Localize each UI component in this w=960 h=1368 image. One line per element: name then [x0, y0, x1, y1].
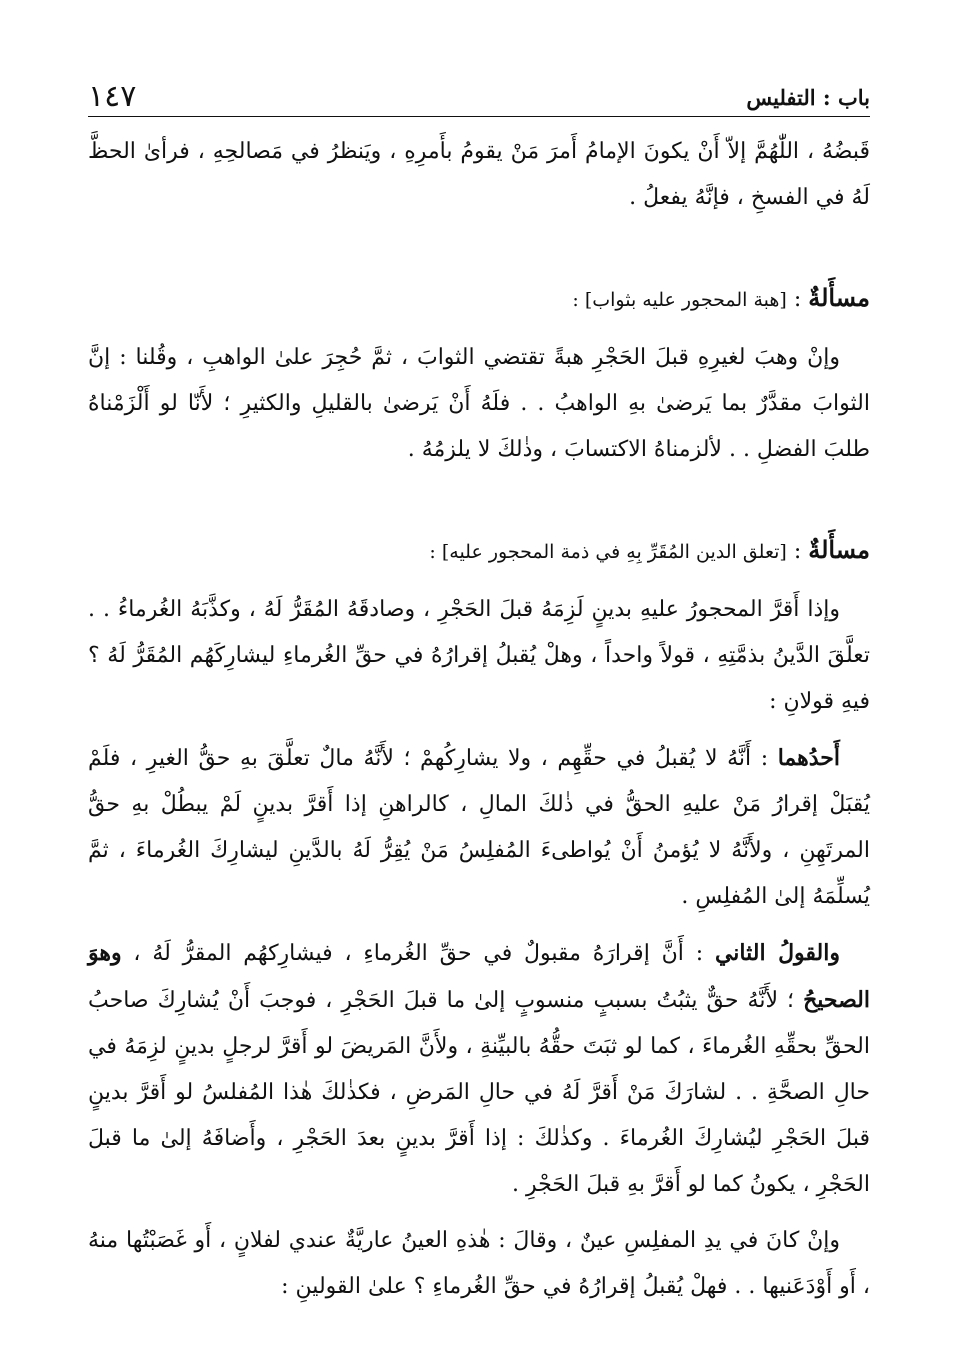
- heading-colon: :: [786, 539, 809, 564]
- heading-colon: :: [786, 287, 809, 312]
- section-title: [تعلق الدين المُقَرِّ بِهِ في ذمة المحجور عليه] :: [429, 541, 787, 563]
- section-heading-2: [88, 527, 870, 575]
- second-opinion-label: والقولُ الثاني: [714, 940, 840, 966]
- second-opinion-text-cont: ؛ لأَنَّهُ حقٌّ يثبُتُ بسببٍ منسوبٍ إلىٰ ما قبلَ الحَجْرِ ، فوجبَ أَنْ يُشارِكَ صاحبُ الحقِّ بحقِّهِ الغُرماءَ ، كما لو ثبَتَ حقُّهُ بالبيِّنةِ ، ولأَنَّ المَريضَ لو أَقرَّ لرجلٍ بدينٍ لزِمَهُ في حالِ الصحَّةِ . . لشارَكَ مَنْ أَقرَّ لَهُ في حالِ المَرضِ ، فكذٰلكَ هٰذا المُفلسُ لو أَقرَّ بدينٍ قبلَ الحَجْرِ ليُشارِكَ الغُرماءَ . وكذٰلكَ : إذا أَقرَّ بدينٍ بعدَ الحَجْرِ ، وأَضافَهُ إلىٰ ما قبلَ الحَجْرِ ، يكونُ كما لو أَقرَّ بهِ قبلَ الحَجْرِ .: [88, 988, 870, 1197]
- first-opinion-label: أَحدُهما: [777, 745, 840, 771]
- page-number: ١٤٧: [88, 79, 137, 114]
- correct-opinion-marker: وهوَ الصحيحُ: [88, 940, 870, 1013]
- section-heading-1: [88, 275, 870, 323]
- masala-label: مسأَلةٌ: [808, 535, 870, 564]
- page-header: [88, 70, 870, 117]
- section2-paragraph: وإذا أَقرَّ المحجورُ عليهِ بدينٍ لَزِمَهُ قبلَ الحَجْرِ ، وصادقَهُ المُقَرُّ لَهُ ، وكذَّبَهُ الغُرماءُ . . تعلَّقَ الدَّينُ بذمَّتِهِ ، قولاً واحداً ، وهلْ يُقبلُ إقرارُهُ في حقِّ الغُرماءِ ليشارِكَهُم المُقَرُّ لَهُ ؟ فيهِ قولانِ :: [88, 597, 870, 714]
- page-body: [88, 129, 870, 1310]
- masala-label: مسأَلةٌ: [808, 283, 870, 312]
- first-opinion-paragraph: [88, 735, 870, 920]
- final-paragraph: وإنْ كانَ في يدِ المفلِسِ عينٌ ، وقالَ : هٰذهِ العينُ عاريَّةٌ عندي لفلانٍ ، أَو غَصَبْتُها منهُ ، أَو أَوْدَعَنيها . . فهلْ يُقبلُ إقرارُهُ في حقِّ الغُرماءِ ؟ علىٰ القولينِ :: [88, 1228, 870, 1299]
- section1-paragraph: وإنْ وهبَ لغيرِهِ قبلَ الحَجْرِ هبةً تقتضي الثوابَ ، ثمَّ حُجِرَ علىٰ الواهبِ ، وقُلنا : إنَّ الثوابَ مقدَّرٌ بما يَرضىٰ بهِ الواهبُ . . فلَهُ أَنْ يَرضىٰ بالقليلِ والكثيرِ ؛ لأَنّا لو أَلْزَمْناهُ طلبَ الفضلِ . . لألزمناهُ الاكتسابَ ، وذٰلكَ لا يلزمُهُ .: [88, 345, 870, 462]
- second-opinion-text: : أَنَّ إقرارَهُ مقبولٌ في حقِّ الغُرماءِ ، فيشارِكهُم المقرُّ لَهُ ،: [121, 941, 715, 966]
- second-opinion-paragraph: [88, 930, 870, 1208]
- section-title: [هبة المحجور عليه بثواب] :: [572, 289, 787, 311]
- intro-paragraph: قَبضُهُ ، اللّٰهُمَّ إلاّ أَنْ يكونَ الإمامُ أَمرَ مَنْ يقومُ بأَمرِهِ ، ويَنظرُ في مَصالحِهِ ، فرأىٰ الحظَّ لَهُ في الفسخِ ، فإنَّهُ يفعلُ .: [88, 139, 870, 210]
- first-opinion-text: : أَنَّهُ لا يُقبلُ في حقِّهِم ، ولا يشارِكُهمْ ؛ لأَنَّهُ مالٌ تعلَّقَ بهِ حقُّ الغيرِ ، فلَمْ يُقبَلْ إقرارُ مَنْ عليهِ الحقُّ في ذٰلكَ المالِ ، كالراهنِ إذا أَقرَّ بدينٍ لَمْ يبطُلْ بهِ حقُّ المرتَهِنِ ، ولأَنَّهُ لا يُؤمنُ أَنْ يُواطىءَ المُفلِسُ مَنْ يُقِرُّ لَهُ بالدَّينِ ليشارِكَ الغُرماءَ ، ثمَّ يُسلِّمَهُ إلىٰ المُفلِسِ .: [88, 746, 870, 909]
- running-title: باب : التفليس: [746, 85, 870, 110]
